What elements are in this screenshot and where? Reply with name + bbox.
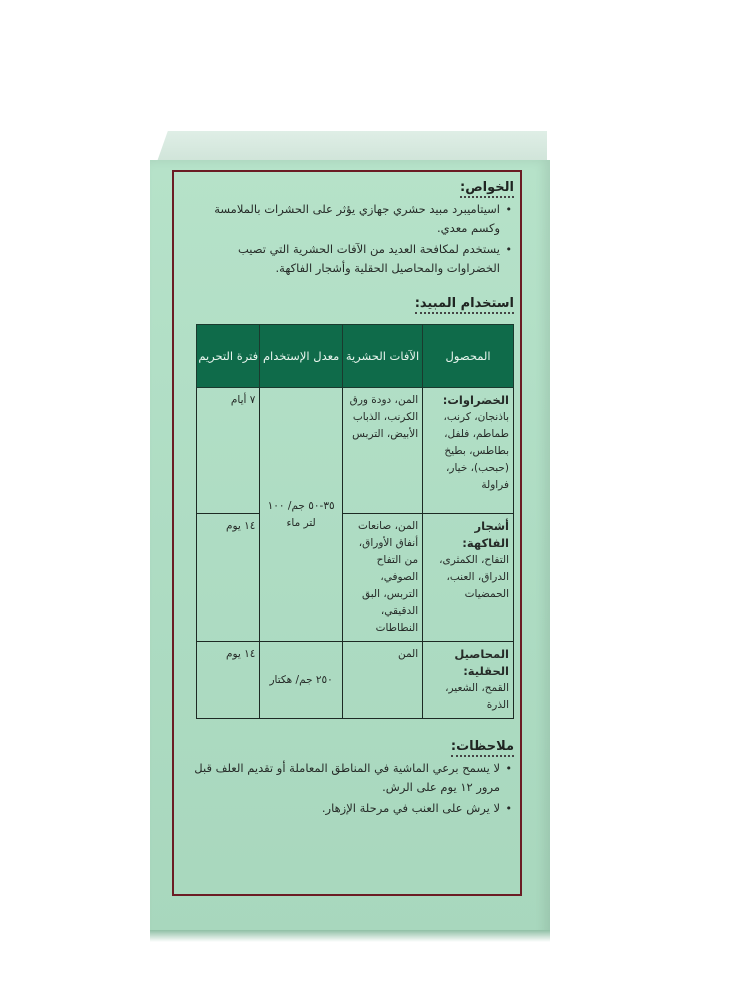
crop-items: باذنجان، كرنب، طماطم، فلفل، بطاطس، بطيخ (حبحب)، خيار، فراولة: [443, 411, 509, 491]
notes-section: [182, 735, 514, 818]
table-row: [197, 388, 514, 514]
crop-cell: [423, 642, 514, 719]
bullet-dot-icon: •: [505, 802, 512, 815]
pests-cell: المن: [342, 642, 422, 719]
pests-cell: المن، دودة ورق الكرنب، الذباب الأبيض، التربس: [342, 388, 422, 514]
notes-bullet: [182, 799, 514, 818]
crop-cell: [423, 514, 514, 642]
bullet-dot-icon: •: [505, 762, 512, 775]
phi-cell: ١٤ يوم: [197, 642, 260, 719]
crop-title: أشجار الفاكهة:: [462, 519, 509, 550]
column-header-pests: الآفات الحشرية: [342, 325, 422, 388]
usage-section: [182, 292, 514, 719]
properties-bullet-text: اسيتاميبرد مبيد حشري جهازي يؤثر على الحشرات بالملامسة وكسم معدي.: [214, 202, 500, 235]
properties-heading: الخواص:: [460, 180, 514, 198]
notes-bullet-text: لا يرش على العنب في مرحلة الإزهار.: [321, 801, 500, 815]
column-header-phi: فترة التحريم: [197, 325, 260, 388]
column-header-crop: المحصول: [423, 325, 514, 388]
table-row: [197, 642, 514, 719]
table-header-row: [197, 325, 514, 388]
notes-bullet: [182, 759, 514, 797]
pests-cell: المن، صانعات أنفاق الأوراق، من التفاح الصوفي، التربس، البق الدقيقي، النطاطات: [342, 514, 422, 642]
phi-cell: ١٤ يوم: [197, 514, 260, 642]
label-content: [182, 176, 514, 818]
properties-bullet: [182, 240, 514, 278]
phi-cell: ٧ أيام: [197, 388, 260, 514]
notes-bullet-text: لا يسمح برعي الماشية في المناطق المعاملة أو تقديم العلف قبل مرور ١٢ يوم على الرش.: [194, 761, 500, 794]
crop-title: المحاصيل الحقلية:: [454, 647, 509, 678]
crop-items: التفاح، الكمثرى، الدراق، العنب، الحمضيات: [439, 554, 509, 600]
properties-bullet-text: يستخدم لمكافحة العديد من الآفات الحشرية التي تصيب الخضراوات والمحاصيل الحقلية وأشجار الفاكهة.: [238, 242, 500, 275]
usage-heading: استخدام المبيد:: [415, 296, 514, 314]
properties-section: [182, 176, 514, 278]
crop-items: القمح، الشعير، الذرة: [445, 682, 509, 711]
crop-title: الخضراوات:: [442, 393, 509, 407]
box-shadow: [150, 930, 550, 942]
properties-bullet: [182, 200, 514, 238]
bullet-dot-icon: •: [505, 243, 512, 256]
table-row: [197, 514, 514, 642]
column-header-rate: معدل الإستخدام: [260, 325, 342, 388]
crop-cell: [423, 388, 514, 514]
notes-heading: ملاحظات:: [451, 739, 514, 757]
rate-cell: ٢٥٠ جم/ هكتار: [260, 642, 342, 719]
bullet-dot-icon: •: [505, 203, 512, 216]
rate-cell: ٣٥-٥٠ جم/ ١٠٠ لتر ماء: [260, 388, 342, 642]
usage-table: [196, 324, 514, 719]
